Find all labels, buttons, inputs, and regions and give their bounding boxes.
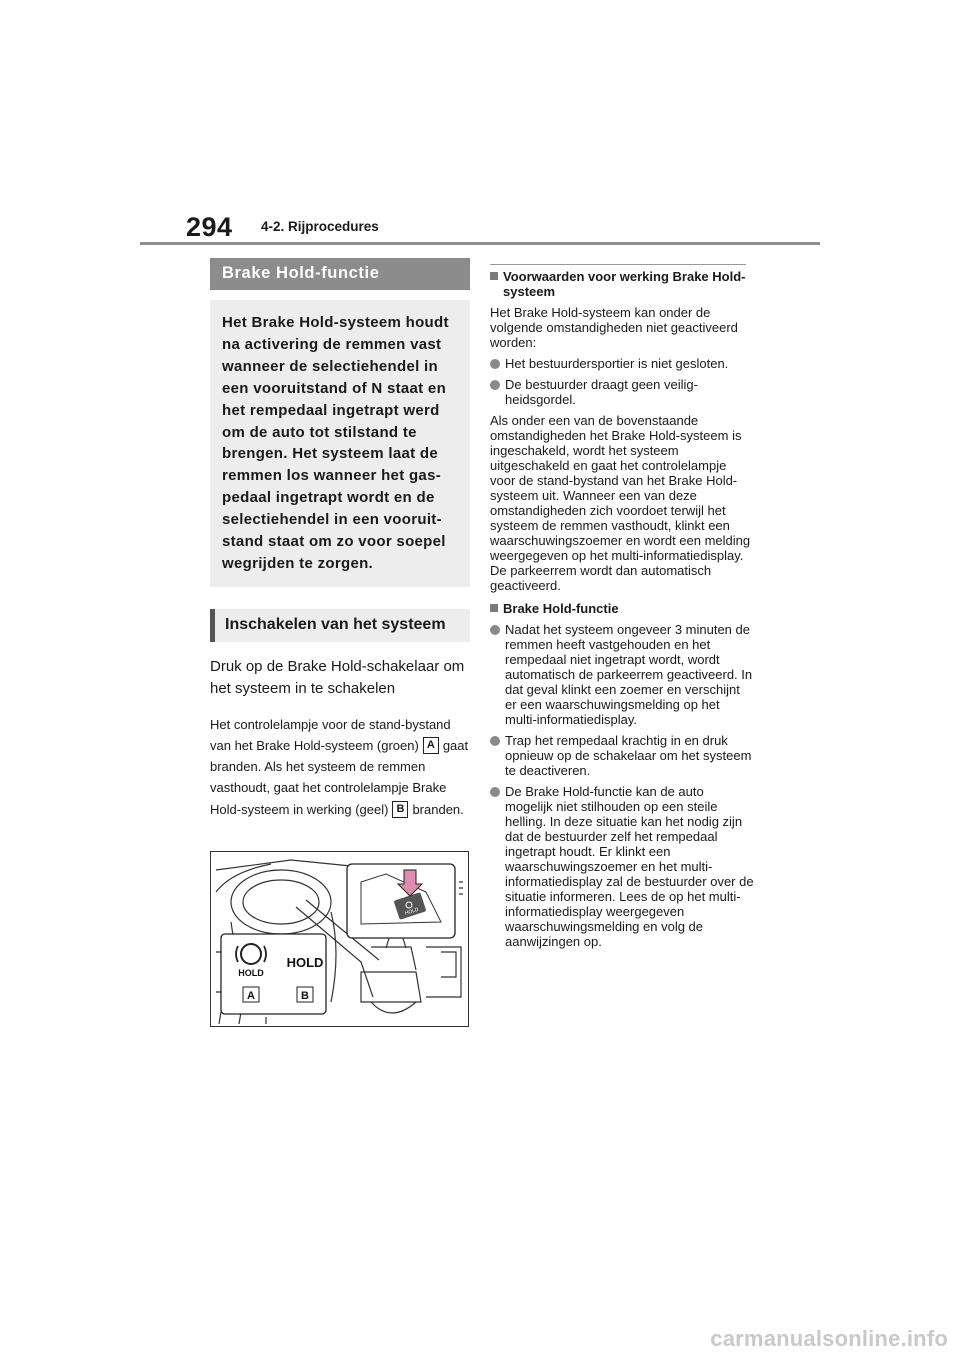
heading-function: Brake Hold-functie <box>490 601 754 616</box>
right-column <box>490 264 754 949</box>
conditions-intro: Het Brake Hold-systeem kan onder de volgende omstandigheden niet geactiveerd worden: <box>490 305 738 350</box>
bullet-text: De Brake Hold-functie kan de auto mogelijk niet stilhouden op een steile helling. In deze situatie kan het nodig zijn dat de bestuurder zelf het rempedaal ingetrapt houdt. Er klinkt een waarschuwingszoemer en het multi-informatiedisplay zal de bestuurder over de situatie informeren. Lees de op het multi-informatiedisplay weergegeven waarschuwingsmelding en volg de aanwijzingen op. <box>505 784 754 949</box>
label-a-box: A <box>423 737 439 754</box>
watermark: carmanualsonline.info <box>710 1326 948 1351</box>
function-bullet-1 <box>490 622 754 727</box>
bullet-dot-icon <box>490 625 500 635</box>
illustration-label-b: B <box>301 990 309 1002</box>
header-rule <box>140 242 820 245</box>
bullet-dot-icon <box>490 736 500 746</box>
function-bullet-2 <box>490 733 754 778</box>
left-column <box>210 258 470 820</box>
intro-box: Het Brake Hold-systeem houdt na activering de remmen vast wanneer de selectiehendel in een vooruitstand of N staat en het rempedaal ingetrapt werd om de auto tot stilstand te brengen. Het systeem laat de remmen los wanneer het gaspedaal ingetrapt wordt en de selectiehendel in een vooruitstand staat om zo voor soepel wegrijden te zorgen. <box>210 300 470 587</box>
hold-lamp-text: HOLD <box>286 955 324 970</box>
condition-bullet-1 <box>490 356 754 371</box>
conditions-explanation: Als onder een van de bovenstaande omstandigheden het Brake Hold-systeem is ingeschakeld, wordt het systeem uitgeschakeld en gaat het controlelampje voor de stand-bystand van het Brake Hold-systeem uit. Wanneer een van deze omstandigheden zich voordoet terwijl het systeem de remmen vasthoudt, klinkt een waarschuwingszoemer en wordt een melding weergegeven op het multi-informatiedisplay. De parkeerrem wordt dan automatisch geactiveerd. <box>490 413 751 593</box>
instruction-lead: Druk op de Brake Hold-schakelaar om het systeem in te schakelen <box>210 657 465 697</box>
function-bullet-3 <box>490 784 754 949</box>
detail-text-2: gaat branden. Als het systeem de remmen vasthoudt, gaat het controlelampje Brake Hold-systeem in werking (geel) <box>210 738 469 817</box>
page-number: 294 <box>186 212 233 242</box>
condition-bullet-2 <box>490 377 754 407</box>
bullet-text: Trap het rempedaal krachtig in en druk opnieuw op de schakelaar om het systeem te deactiveren. <box>505 733 752 778</box>
label-b-box: B <box>392 801 408 818</box>
bullet-dot-icon <box>490 380 500 390</box>
section-title: Brake Hold-functie <box>210 258 470 290</box>
bullet-text: Het bestuurdersportier is niet gesloten. <box>505 356 729 371</box>
dashboard-drawing <box>211 852 468 1026</box>
illustration-label-a: A <box>247 990 255 1002</box>
instruction-detail <box>210 714 470 820</box>
top-rule <box>490 264 746 265</box>
subheading: Inschakelen van het systeem <box>210 609 470 642</box>
dashboard-illustration <box>210 851 469 1027</box>
detail-text-3: branden. <box>412 801 464 817</box>
section-label: 4-2. Rijprocedures <box>261 219 379 234</box>
bullet-text: De bestuurder draagt geen veiligheidsgordel. <box>505 377 698 407</box>
bullet-dot-icon <box>490 359 500 369</box>
heading-conditions: Voorwaarden voor werking Brake Hold-systeem <box>490 269 754 299</box>
switch-label: HOLD <box>404 906 420 917</box>
hold-icon-label: HOLD <box>238 968 264 978</box>
bullet-dot-icon <box>490 787 500 797</box>
bullet-text: Nadat het systeem ongeveer 3 minuten de remmen heeft vastgehouden en het rempedaal niet ingetrapt wordt, wordt automatisch de parkeerrem geactiveerd. In dat geval klinkt een zoemer en verschijnt er een waarschuwingsmelding op het multi-informatiedisplay. <box>505 622 753 727</box>
detail-text-1: Het controlelampje voor de stand-bystand van het Brake Hold-systeem (groen) <box>210 716 451 754</box>
